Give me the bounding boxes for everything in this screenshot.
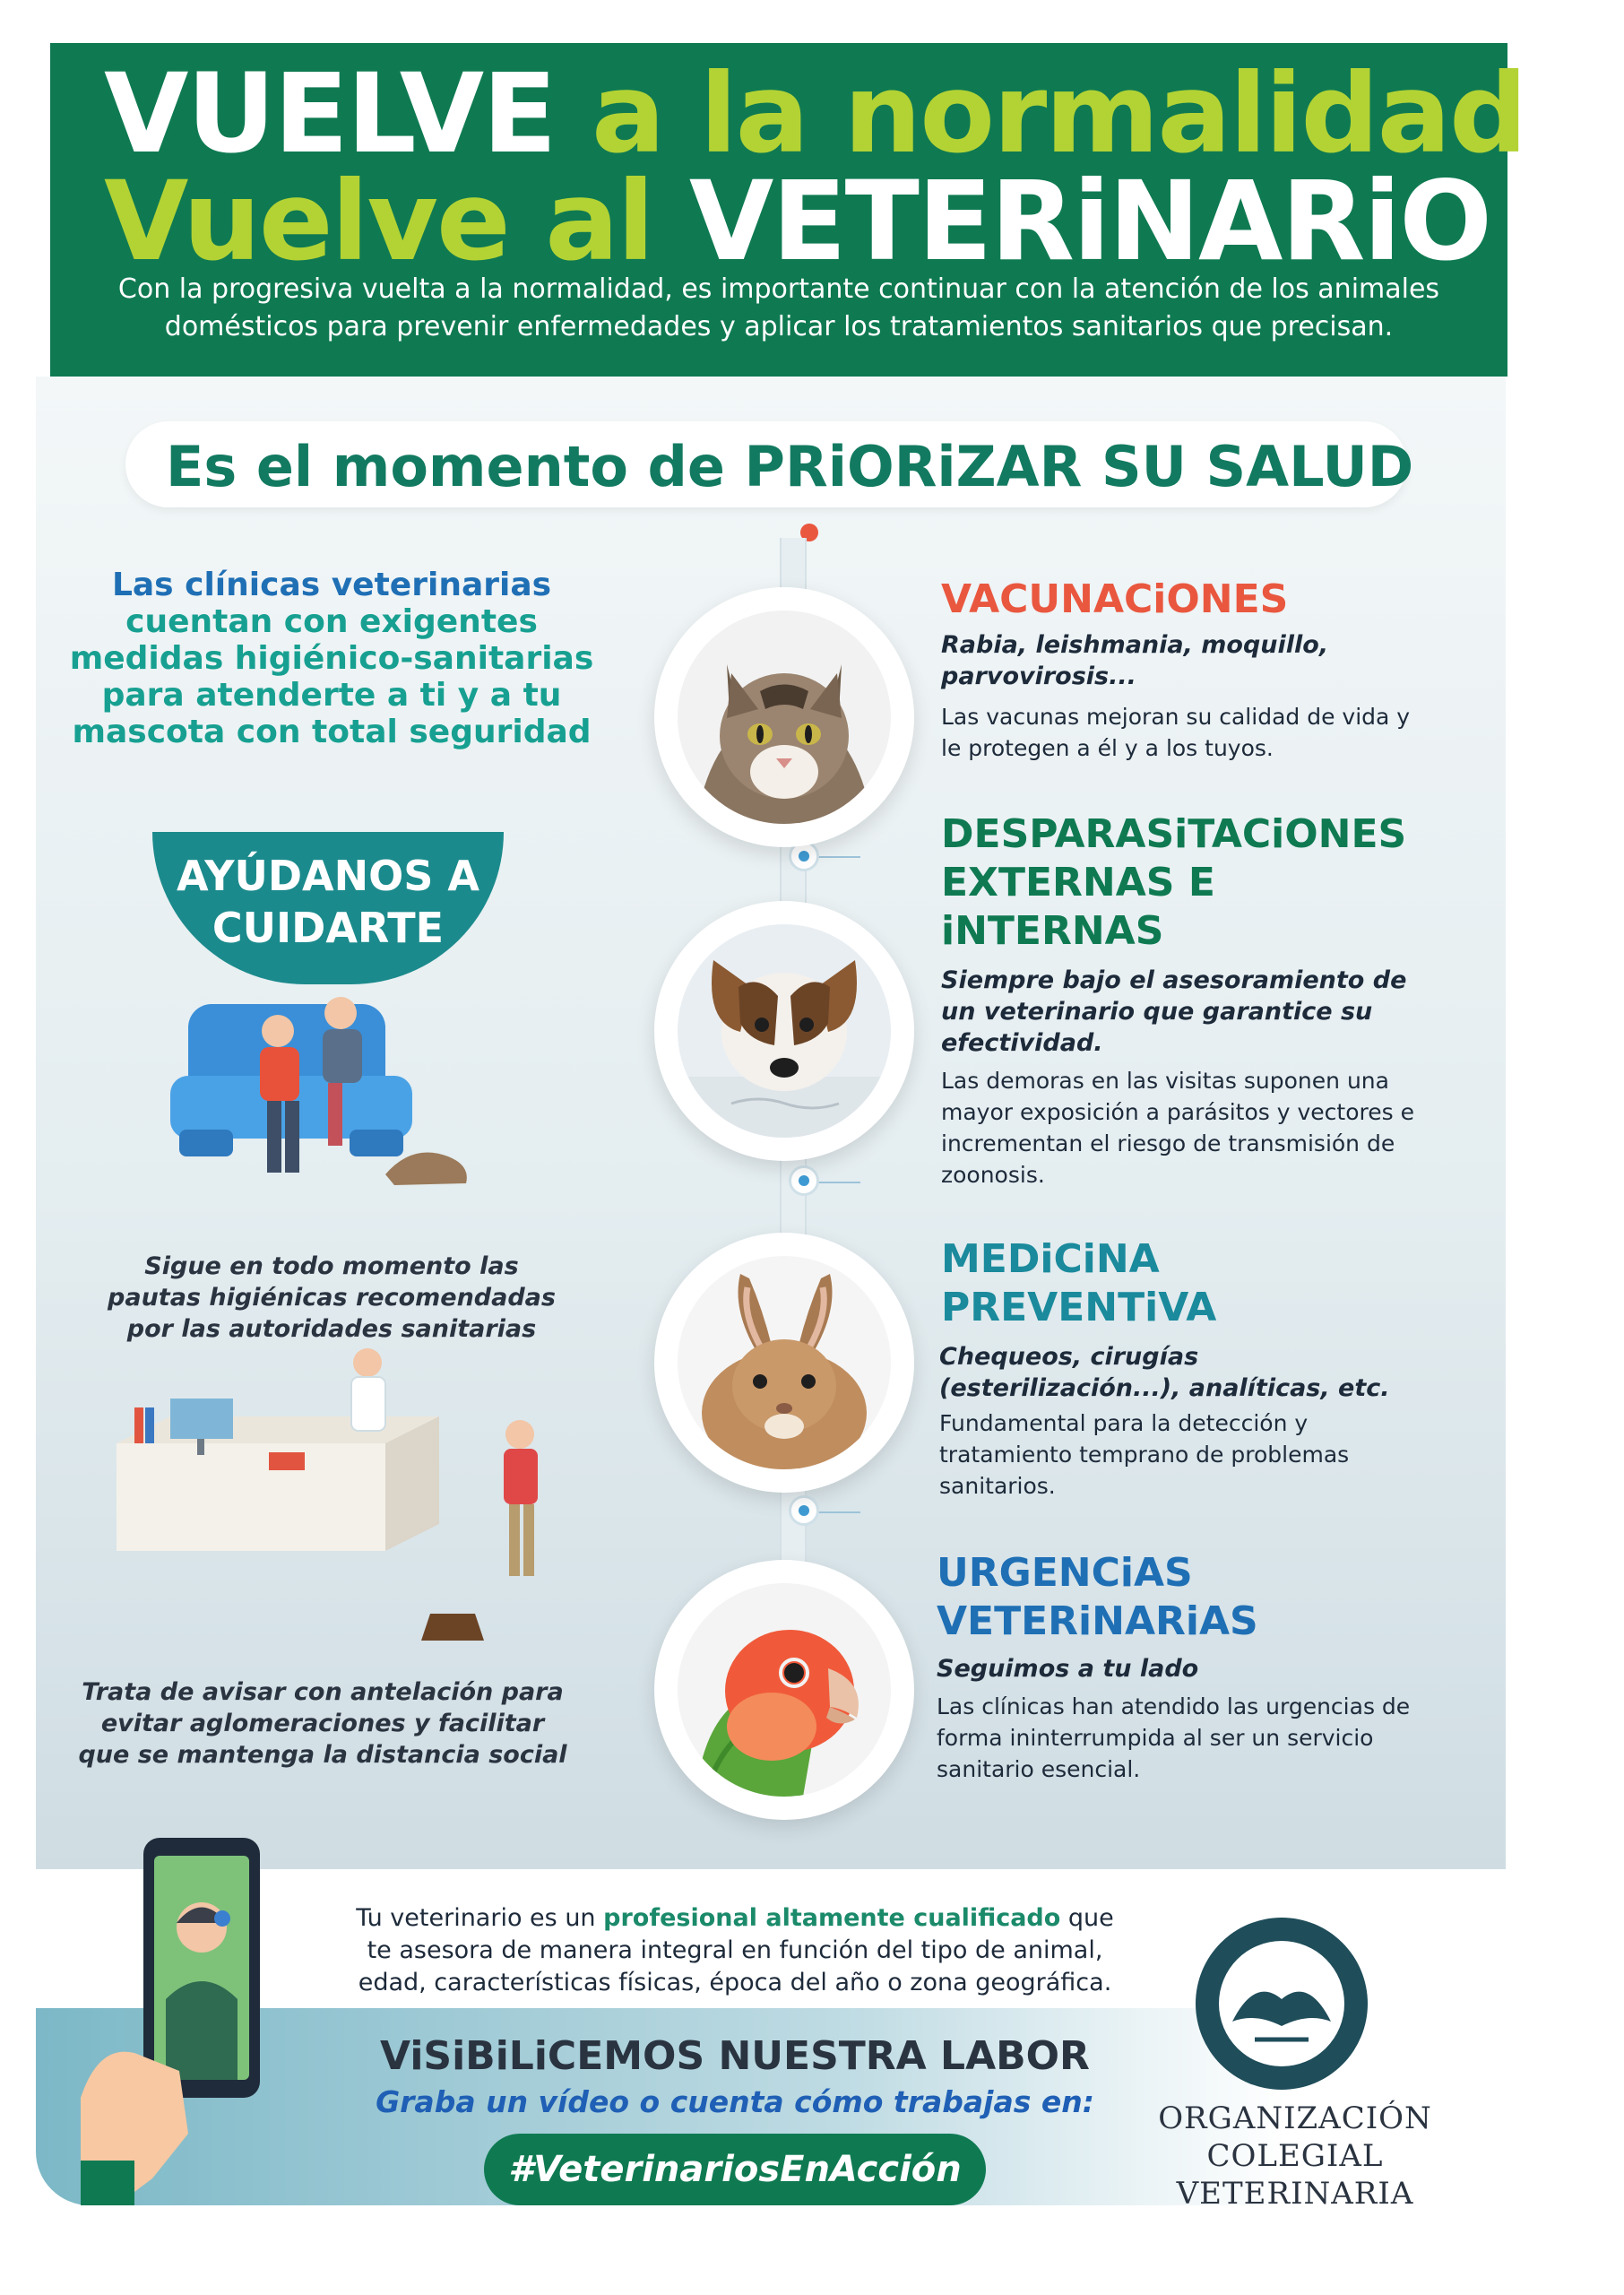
title-line: MEDiCiNA: [941, 1236, 1160, 1282]
dog-photo-circle: [654, 901, 914, 1161]
title-line: VETERiNARiAS: [937, 1598, 1258, 1644]
subheading-text: Es el momento de PRiORiZAR SU SALUD: [166, 434, 1414, 499]
rabbit-photo-circle: [654, 1233, 914, 1493]
title-vuelve: VUELVE: [104, 50, 556, 178]
section-body-vacunaciones: Las vacunas mejoran su calidad de vida y le protegen a él y a los tuyos.: [941, 704, 1411, 761]
section-title-desparasitaciones: [941, 810, 1406, 956]
tip-advance-notice: Trata de avisar con antelación para evitar aglomeraciones y facilitar que se mantenga la distancia social: [78, 1678, 567, 1769]
parrot-illustration: [678, 1583, 891, 1797]
section-title-urgencias: [937, 1549, 1258, 1646]
section-title-vacunaciones: VACUNACiONES: [941, 576, 1289, 622]
connector-bead: [789, 1495, 819, 1526]
tip-hygiene: Sigue en todo momento las pautas higiénicas recomendadas por las autoridades sanitarias: [108, 1252, 556, 1343]
section-subtitle-vacunaciones: Rabia, leishmania, moquillo, parvovirosis...: [941, 631, 1329, 690]
org-name-line: VETERINARIA: [1176, 2176, 1414, 2212]
title-line-2: [104, 158, 1490, 285]
hashtag-pill[interactable]: #VeterinariosEnAcción: [484, 2134, 986, 2205]
cat-photo-circle: [654, 587, 914, 847]
para-part-b: que te asesora de manera integral en función del tipo de animal, edad, características físicas, época del año o zona geográfica.: [358, 1904, 1114, 1996]
org-name-line: ORGANIZACIÓN: [1158, 2100, 1432, 2136]
section-subtitle-urgencias: Seguimos a tu lado: [937, 1655, 1199, 1683]
sofa-illustration: [170, 968, 493, 1201]
section-subtitle-desparasitaciones: Siempre bajo el asesoramiento de un veterinario que garantice su efectividad.: [941, 966, 1407, 1057]
section-body-urgencias: Las clínicas han atendido las urgencias de forma ininterrumpida al ser un servicio sanitario esencial.: [937, 1693, 1411, 1782]
cat-illustration: [678, 611, 891, 824]
headline-rest: cuentan con exigentes medidas higiénico-sanitarias para atenderte a ti y a tu mascota con total seguridad: [69, 603, 594, 750]
title-line: EXTERNAS E: [941, 860, 1215, 905]
reception-illustration: [117, 1345, 565, 1685]
subheading-pill: [125, 421, 1414, 507]
org-name: [1120, 2100, 1470, 2213]
parrot-photo-circle: [654, 1560, 914, 1820]
phone-hand-illustration: [81, 1838, 314, 2205]
para-highlight: profesional altamente cualificado: [603, 1904, 1061, 1932]
footer-paragraph: [341, 1902, 1129, 1999]
record-video-text: Graba un vídeo o cuenta cómo trabajas en:: [376, 2084, 1094, 2119]
org-name-line: COLEGIAL: [1206, 2138, 1384, 2174]
dog-illustration: [678, 924, 891, 1138]
para-part-a: Tu veterinario es un: [356, 1904, 604, 1932]
section-subtitle-medicina: Chequeos, cirugías (esterilización...), analíticas, etc.: [939, 1343, 1390, 1402]
title-normalidad: a la normalidad: [592, 50, 1526, 178]
section-body-medicina: Fundamental para la detección y tratamiento temprano de problemas sanitarios.: [939, 1410, 1350, 1499]
title-line: iNTERNAS: [941, 908, 1164, 954]
title-veterinario: VETERiNARiO: [688, 158, 1490, 285]
section-body-desparasitaciones: Las demoras en las visitas suponen una mayor exposición a parásitos y vectores e incrementan el riesgo de transmisión de zoonosis.: [941, 1068, 1414, 1188]
help-us-text: AYÚDANOS A CUIDARTE: [177, 852, 479, 952]
title-line: PREVENTiVA: [941, 1285, 1217, 1330]
visibilize-heading: ViSiBiLiCEMOS NUESTRA LABOR: [380, 2033, 1090, 2079]
connector-bead: [789, 1165, 819, 1196]
title-vuelve-al: Vuelve al: [104, 158, 653, 285]
org-seal-logo: [1192, 1914, 1371, 2093]
headline-clinics: Las clínicas veterinarias: [111, 567, 552, 603]
title-line-1: [104, 50, 1526, 178]
rabbit-illustration: [678, 1256, 891, 1469]
title-line: DESPARASiTACiONES: [941, 811, 1407, 857]
intro-text: Con la progresiva vuelta a la normalidad, es importante continuar con la atención de los animales domésticos para prevenir enfermedades y aplicar los tratamientos sanitarios que precisan.: [117, 273, 1440, 342]
title-line: URGENCiAS: [937, 1550, 1193, 1596]
section-title-medicina: [941, 1235, 1216, 1332]
header-banner: [50, 43, 1526, 377]
left-headline: [63, 567, 600, 750]
